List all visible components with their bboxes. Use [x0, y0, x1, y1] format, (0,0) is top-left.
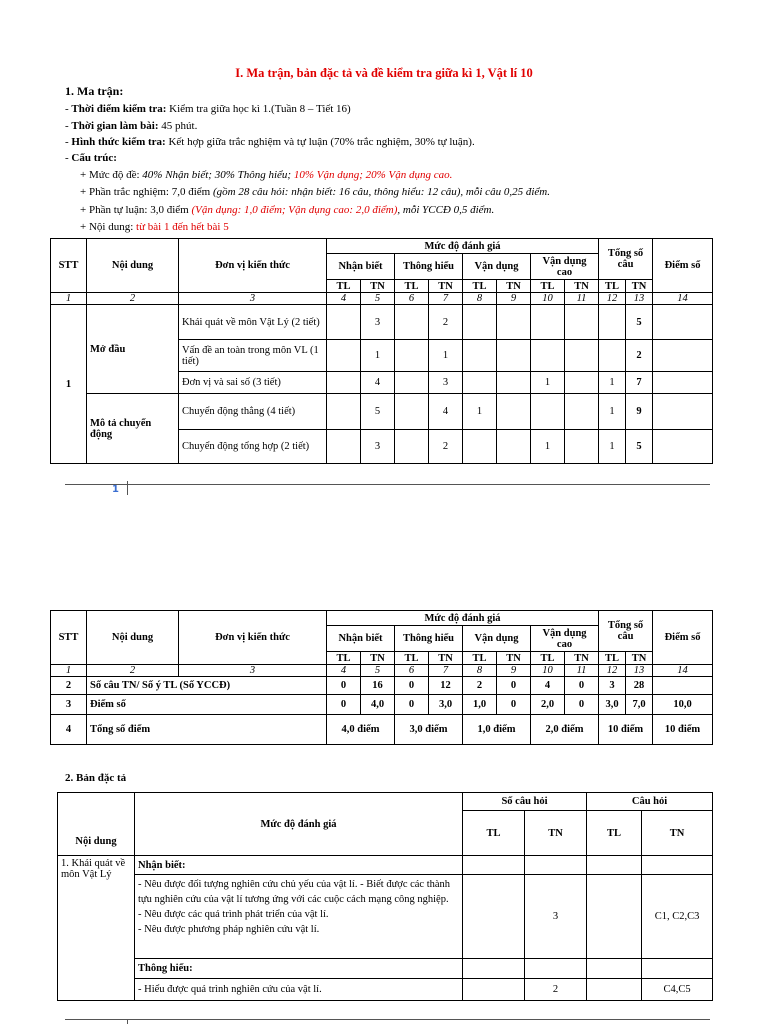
group-intro: Mở đầu — [87, 305, 179, 394]
col-vdc: Vận dụng cao — [531, 254, 599, 280]
col-score: Điểm số — [653, 239, 713, 293]
info-line-format: - Hình thức kiểm tra: Kết hợp giữa trắc nghiệm và tự luận (70% trắc nghiệm, 30% tự luận). — [65, 136, 475, 148]
col-tl: TL — [531, 652, 565, 665]
col-tn: TN — [361, 652, 395, 665]
col-tl: TL — [463, 280, 497, 293]
spec-level-nb: Nhận biết: — [135, 856, 463, 875]
spec-col-tl: TL — [587, 811, 642, 856]
spec-level-th: Thông hiểu: — [135, 959, 463, 979]
col-unit: Đơn vị kiến thức — [179, 239, 327, 293]
col-score: Điểm số — [653, 611, 713, 665]
page-number: 1 — [112, 484, 119, 495]
spec-col-tn: TN — [642, 811, 713, 856]
col-th: Thông hiểu — [395, 626, 463, 652]
col-stt: STT — [51, 611, 87, 665]
spec-col-question: Câu hỏi — [587, 793, 713, 811]
info-line-structure: - Cấu trúc: — [65, 152, 117, 164]
table-row: Chuyển động tổng hợp (2 tiết) 3 2 1 1 5 — [51, 430, 713, 464]
info-line-time: - Thời điểm kiểm tra: Kiểm tra giữa học kì 1.(Tuần 8 – Tiết 16) — [65, 103, 351, 115]
col-level: Mức độ đánh giá — [327, 611, 599, 626]
col-tn: TN — [497, 280, 531, 293]
table-row: - Hiểu được quá trình nghiên cứu của vật lí. 2 C4,C5 — [58, 979, 713, 1001]
table-row: Mô tả chuyển động Chuyển động thẳng (4 tiết) 5 4 1 1 9 — [51, 394, 713, 430]
col-stt: STT — [51, 239, 87, 293]
col-tn: TN — [497, 652, 531, 665]
page-footer-line-2 — [65, 1019, 710, 1020]
table-row: 1 Mở đầu Khái quát về môn Vật Lý (2 tiết) 3 2 5 — [51, 305, 713, 340]
col-total: Tổng số câu — [599, 611, 653, 652]
col-tn: TN — [626, 652, 653, 665]
col-vd: Vận dụng — [463, 626, 531, 652]
matrix-table-2 — [50, 610, 713, 745]
col-th: Thông hiểu — [395, 254, 463, 280]
col-unit: Đơn vị kiến thức — [179, 611, 327, 665]
footer-divider — [127, 481, 128, 495]
section-heading-spec: 2. Bản đặc tả — [65, 772, 127, 784]
spec-col-content: Nội dung — [58, 793, 135, 856]
col-tn: TN — [429, 652, 463, 665]
struct-mcq: + Phần trắc nghiệm: 7,0 điểm (gồm 28 câu hỏi: nhận biết: 16 câu, thông hiểu: 12 câu), mỗi câu 0,25 điểm. — [80, 186, 550, 198]
spec-col-tn: TN — [525, 811, 587, 856]
column-number-row: 1 2 3 4 5 6 7 8 9 10 11 12 13 14 — [51, 665, 713, 677]
spec-table — [57, 792, 713, 1001]
col-content: Nội dung — [87, 239, 179, 293]
column-number-row: 1 2 3 4 5 6 7 8 9 10 11 12 13 14 — [51, 293, 713, 305]
spec-col-count: Số câu hỏi — [463, 793, 587, 811]
info-line-duration: - Thời gian làm bài: 45 phút. — [65, 120, 198, 132]
col-nb: Nhận biết — [327, 626, 395, 652]
col-vd: Vận dụng — [463, 254, 531, 280]
col-tn: TN — [361, 280, 395, 293]
struct-essay: + Phần tự luận: 3,0 điểm (Vận dụng: 1,0 điểm; Vận dụng cao: 2,0 điểm), mỗi YCCĐ 0,5 điểm. — [80, 204, 495, 216]
struct-content: + Nội dung: từ bài 1 đến hết bài 5 — [80, 221, 229, 233]
col-tn: TN — [429, 280, 463, 293]
col-tl: TL — [395, 280, 429, 293]
page-footer-line — [65, 484, 710, 485]
col-tl: TL — [327, 652, 361, 665]
group-motion: Mô tả chuyển động — [87, 394, 179, 464]
col-tl: TL — [395, 652, 429, 665]
table-row: 3 Điểm số 0 4,0 0 3,0 1,0 0 2,0 0 3,0 7,0 10,0 — [51, 695, 713, 715]
col-nb: Nhận biết — [327, 254, 395, 280]
col-tl: TL — [463, 652, 497, 665]
col-total: Tổng số câu — [599, 239, 653, 280]
col-vdc: Vận dụng cao — [531, 626, 599, 652]
matrix-table-1 — [50, 238, 713, 464]
spec-topic: 1. Khái quát về môn Vật Lý — [58, 856, 135, 1001]
col-level: Mức độ đánh giá — [327, 239, 599, 254]
page-title: I. Ma trận, bản đặc tả và đề kiểm tra giữa kì 1, Vật lí 10 — [235, 66, 533, 80]
struct-level: + Mức độ đề: 40% Nhận biết; 30% Thông hiểu; 10% Vận dụng; 20% Vận dụng cao. — [80, 169, 453, 181]
col-tn: TN — [565, 280, 599, 293]
table-row: 4 Tổng số điểm 4,0 điểm 3,0 điểm 1,0 điểm 2,0 điểm 10 điểm 10 điểm — [51, 715, 713, 745]
table-row: Vấn đề an toàn trong môn VL (1 tiết) 1 1 2 — [51, 340, 713, 372]
section-heading-matrix: 1. Ma trận: — [65, 84, 124, 98]
col-tl: TL — [599, 652, 626, 665]
spec-col-level: Mức độ đánh giá — [135, 793, 463, 856]
col-tn: TN — [626, 280, 653, 293]
col-content: Nội dung — [87, 611, 179, 665]
col-tl: TL — [599, 280, 626, 293]
footer-divider-2 — [127, 1019, 128, 1024]
spec-col-tl: TL — [463, 811, 525, 856]
table-row: Đơn vị và sai số (3 tiết) 4 3 1 1 7 — [51, 372, 713, 394]
table-row: 2 Số câu TN/ Số ý TL (Số YCCĐ) 0 16 0 12 2 0 4 0 3 28 — [51, 677, 713, 695]
table-row: - Nêu được đối tượng nghiên cứu chủ yếu của vật lí. - Biết được các thành tựu nghiên cứu của vật lí tương ứng với các cuộc cách mạng công nghiệp. - Nêu được các quá trình phát triển của vật lí. - Nêu được phương pháp nghiên cứu vật lí. 3 C1, C2,C3 — [58, 875, 713, 959]
col-tl: TL — [531, 280, 565, 293]
col-tn: TN — [565, 652, 599, 665]
col-tl: TL — [327, 280, 361, 293]
